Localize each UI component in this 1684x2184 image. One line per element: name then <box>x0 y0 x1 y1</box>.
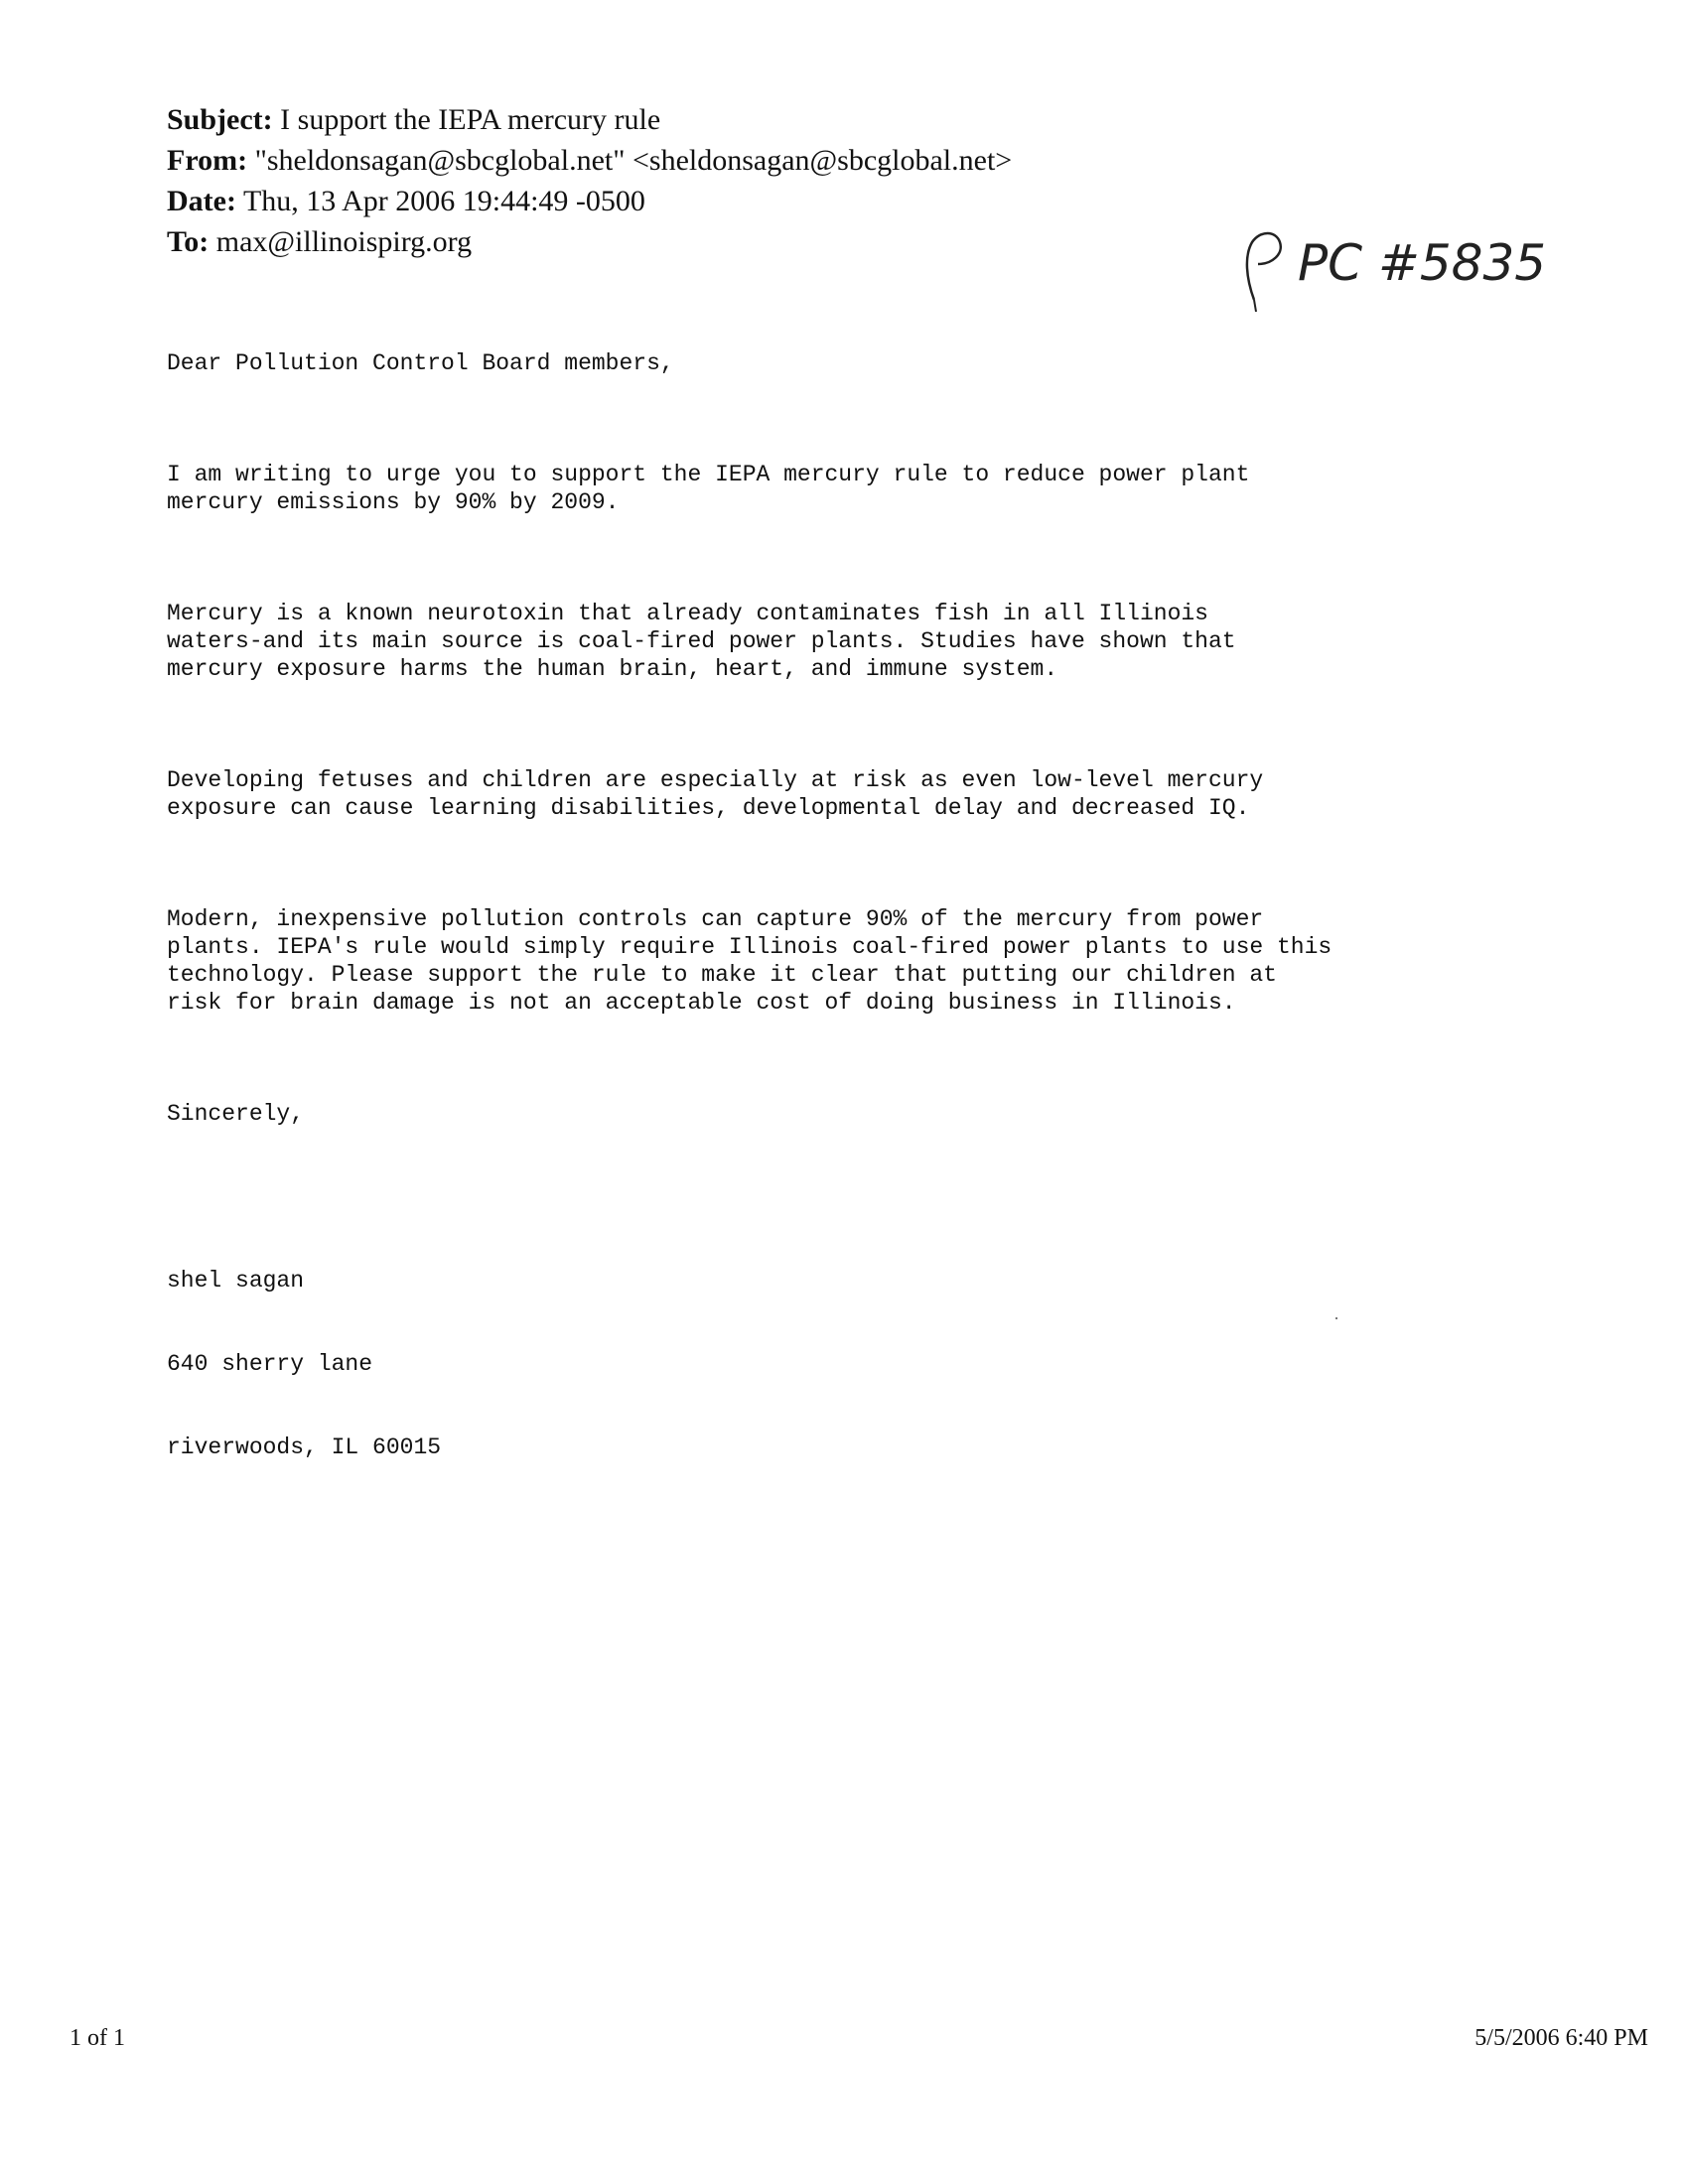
from-value: "sheldonsagan@sbcglobal.net" <sheldonsagan@sbcglobal.net> <box>254 144 1013 177</box>
to-label: To: <box>167 225 210 258</box>
date-line <box>167 181 1012 221</box>
date-value: Thu, 13 Apr 2006 19:44:49 -0500 <box>242 185 645 217</box>
stamp-text: PC #5835 <box>1298 234 1547 292</box>
letter-body <box>167 294 1557 1545</box>
subject-value: I support the IEPA mercury rule <box>280 103 661 136</box>
from-line <box>167 140 1012 181</box>
paragraph-3: Developing fetuses and children are especially at risk as even low-level mercury exposure can cause learning disabilities, developmental delay and decreased IQ. <box>167 767 1264 821</box>
print-timestamp: 5/5/2006 6:40 PM <box>1474 2025 1648 2051</box>
signature-street: 640 sherry lane <box>167 1351 373 1377</box>
paragraph-1: I am writing to urge you to support the IEPA mercury rule to reduce power plant mercury emissions by 90% by 2009. <box>167 462 1250 515</box>
subject-line <box>167 99 1012 140</box>
to-line <box>167 221 1012 262</box>
paragraph-2: Mercury is a known neurotoxin that already contaminates fish in all Illinois waters-and its main source is coal-fired power plants. Studies have shown that mercury exposure harms the human brain, heart, and immune system. <box>167 601 1236 682</box>
email-header <box>167 99 1012 262</box>
paragraph-4: Modern, inexpensive pollution controls can capture 90% of the mercury from power plants. IEPA's rule would simply require Illinois coal-fired power plants to use this technology. Please support the rule to make it clear that putting our children at risk for brain damage is not an acceptable cost of doing business in Illinois. <box>167 906 1333 1016</box>
greeting: Dear Pollution Control Board members, <box>167 350 674 376</box>
to-value: max@illinoispirg.org <box>215 225 473 258</box>
subject-label: Subject: <box>167 103 273 136</box>
from-label: From: <box>167 144 248 177</box>
signature-city: riverwoods, IL 60015 <box>167 1434 442 1460</box>
date-label: Date: <box>167 185 236 217</box>
signature-name: shel sagan <box>167 1268 305 1294</box>
page-count: 1 of 1 <box>70 2025 125 2051</box>
closing: Sincerely, <box>167 1101 305 1127</box>
signature-block <box>167 1211 1557 1517</box>
scan-speck <box>1335 1317 1337 1319</box>
